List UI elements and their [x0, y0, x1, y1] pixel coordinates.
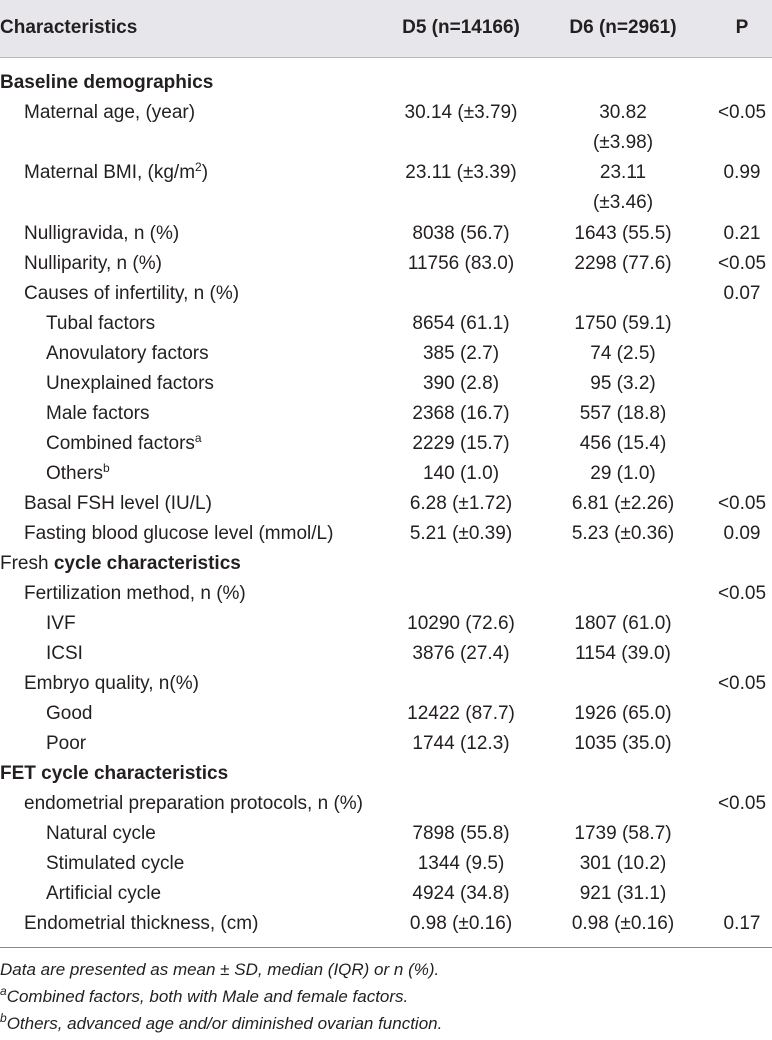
row-d6: 1807 (61.0)	[574, 613, 672, 634]
row-label: Maternal BMI, $(kg/m^2)$	[24, 160, 209, 183]
row-label: Stimulated cycle	[46, 853, 185, 874]
row-label: Anovulatory factors	[46, 343, 209, 364]
row-label: Good	[46, 703, 93, 724]
header-characteristics: Characteristics	[0, 17, 138, 38]
row-d6: 74 (2.5)	[590, 343, 656, 364]
row-p: <0.05	[717, 583, 767, 604]
row-d5: 0.98 (±0.16)	[409, 913, 513, 934]
row-p: 0.09	[723, 523, 761, 544]
row-d5: 390 (2.8)	[422, 373, 500, 394]
header-d6: D6 (n=2961)	[569, 17, 677, 38]
row-d6: 30.82	[599, 102, 647, 123]
row-d5: 12422 (87.7)	[407, 703, 515, 724]
row-d6: 2298 (77.6)	[574, 253, 672, 274]
row-label: Endometrial thickness, (cm)	[24, 913, 259, 934]
section-baseline: Baseline demographics	[0, 72, 214, 93]
footnote-a: $^a$Combined factors, both with Male and female factors.	[0, 984, 409, 1006]
footnote-b: $^b$Others, advanced age and/or diminished ovarian function.	[0, 1011, 443, 1033]
row-p: <0.05	[717, 102, 767, 123]
row-d6: 23.11	[599, 162, 647, 183]
table-bottom-rule	[0, 947, 772, 948]
row-d6: 1035 (35.0)	[574, 733, 672, 754]
row-label: Combined factors$^a$	[46, 431, 202, 454]
row-label: Nulligravida, n (%)	[24, 223, 180, 244]
row-p: 0.99	[723, 162, 761, 183]
row-p: <0.05	[717, 793, 767, 814]
row-p: 0.21	[723, 223, 761, 244]
row-label: Artificial cycle	[46, 883, 162, 904]
row-d6: 1739 (58.7)	[574, 823, 672, 844]
row-d5: 2229 (15.7)	[412, 433, 510, 454]
row-d5: 2368 (16.7)	[412, 403, 510, 424]
row-label: Nulliparity, n (%)	[24, 253, 162, 274]
row-p: 0.07	[723, 283, 761, 304]
row-p: <0.05	[717, 253, 767, 274]
row-d5: 11756 (83.0)	[407, 253, 515, 274]
row-d6: 301 (10.2)	[579, 853, 667, 874]
row-p: <0.05	[717, 493, 767, 514]
row-d6: 0.98 (±0.16)	[571, 913, 675, 934]
row-d6-cont: (±3.98)	[592, 132, 654, 153]
row-d5: 4924 (34.8)	[412, 883, 510, 904]
row-d5: 8654 (61.1)	[412, 313, 510, 334]
row-d5: 8038 (56.7)	[412, 223, 510, 244]
row-label: Causes of infertility, n (%)	[24, 283, 240, 304]
row-d5: 1744 (12.3)	[412, 733, 510, 754]
row-p: <0.05	[717, 673, 767, 694]
row-label: Maternal age, (year)	[24, 102, 196, 123]
row-label: Fasting blood glucose level (mmol/L)	[24, 523, 334, 544]
row-d5: 30.14 (±3.79)	[404, 102, 518, 123]
row-label: Natural cycle	[46, 823, 156, 844]
row-d6: 6.81 (±2.26)	[571, 493, 675, 514]
row-d5: 23.11 (±3.39)	[405, 162, 517, 183]
row-d5: 5.21 (±0.39)	[409, 523, 513, 544]
row-d5: 385 (2.7)	[422, 343, 500, 364]
row-d6: 1750 (59.1)	[574, 313, 672, 334]
header-p: P	[735, 17, 749, 38]
row-d6: 1926 (65.0)	[574, 703, 672, 724]
row-d6: 557 (18.8)	[579, 403, 667, 424]
row-label: Fertilization method, n (%)	[24, 583, 246, 604]
row-label: Poor	[46, 733, 87, 754]
header-d5: D5 (n=14166)	[402, 17, 520, 38]
footnote-data: Data are presented as mean ± SD, median (IQR) or n (%).	[0, 960, 440, 979]
row-d6: 1643 (55.5)	[574, 223, 672, 244]
section-fet: FET cycle characteristics	[0, 763, 229, 784]
row-label: ICSI	[46, 643, 83, 664]
row-label: IVF	[46, 613, 76, 634]
section-fresh: Fresh cycle characteristics	[0, 553, 241, 574]
row-d6: 5.23 (±0.36)	[571, 523, 675, 544]
row-d6: 1154 (39.0)	[575, 643, 671, 664]
row-d6: 29 (1.0)	[590, 463, 656, 484]
row-d6: 95 (3.2)	[590, 373, 656, 394]
row-label: Basal FSH level (IU/L)	[24, 493, 212, 514]
row-d6: 456 (15.4)	[579, 433, 667, 454]
row-p: 0.17	[723, 913, 761, 934]
row-d6: 921 (31.1)	[579, 883, 667, 904]
row-d5: 140 (1.0)	[422, 463, 500, 484]
row-label: endometrial preparation protocols, n (%)	[24, 793, 364, 814]
row-label: Male factors	[46, 403, 150, 424]
row-label: Others$^b$	[46, 461, 110, 484]
row-d5: 6.28 (±1.72)	[409, 493, 513, 514]
row-label: Tubal factors	[46, 313, 156, 334]
row-d5: 3876 (27.4)	[412, 643, 510, 664]
row-d6-cont: (±3.46)	[592, 192, 654, 213]
row-label: Embryo quality, n(%)	[24, 673, 199, 694]
row-d5: 1344 (9.5)	[417, 853, 505, 874]
row-label: Unexplained factors	[46, 373, 214, 394]
row-d5: 10290 (72.6)	[407, 613, 515, 634]
row-d5: 7898 (55.8)	[412, 823, 510, 844]
